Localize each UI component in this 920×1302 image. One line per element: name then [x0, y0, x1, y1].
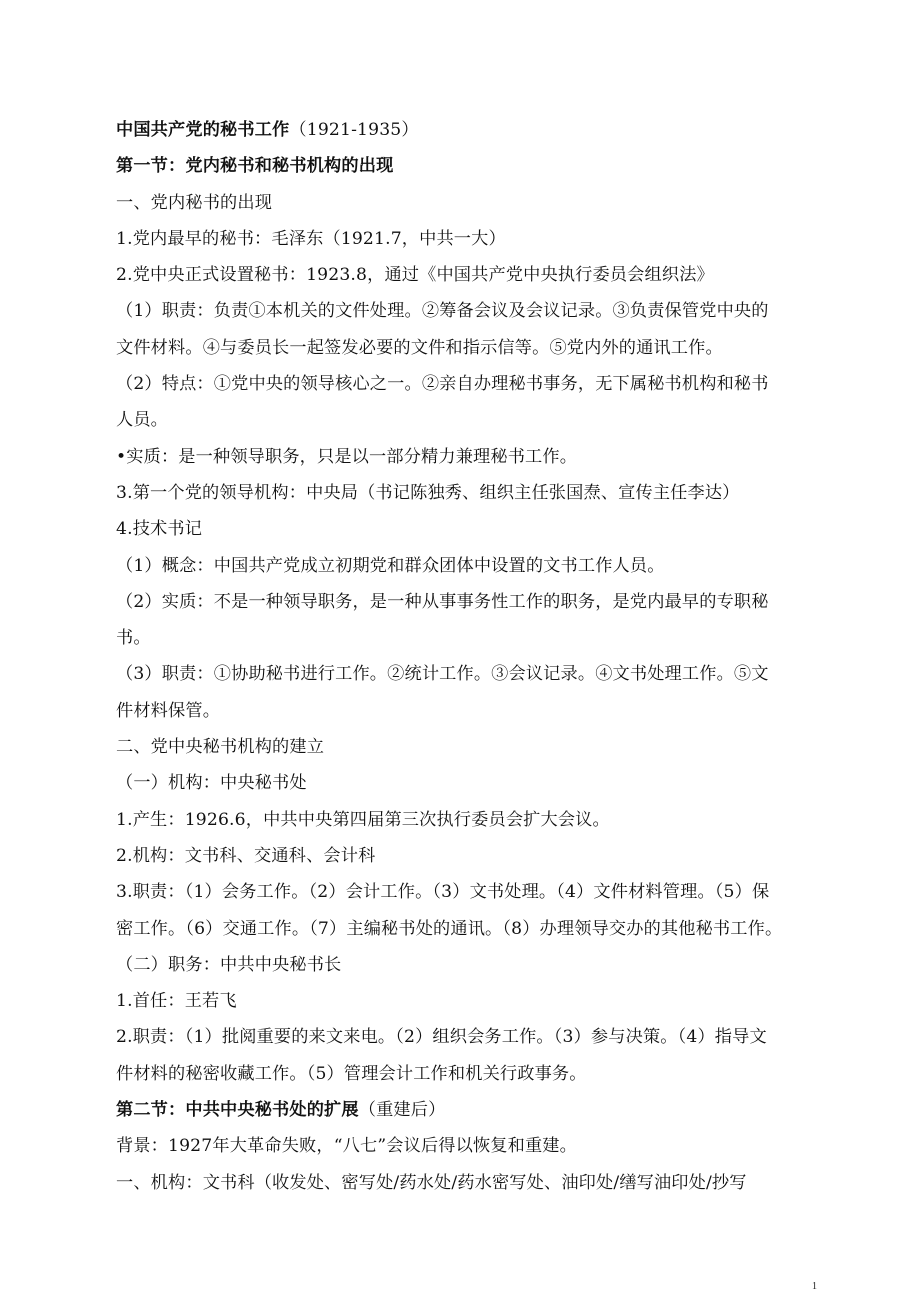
document-title	[116, 112, 810, 148]
paragraph: （2）特点：①党中央的领导核心之一。②亲自办理秘书事务，无下属秘书机构和秘书	[116, 374, 769, 395]
section-heading-2	[116, 1092, 810, 1128]
document-body	[116, 112, 810, 1201]
paragraph: 二、党中央秘书机构的建立	[116, 737, 325, 758]
paragraph: 1.产生：1926.6，中共中央第四届第三次执行委员会扩大会议。	[116, 809, 610, 830]
paragraph-continuation: 书。	[116, 628, 151, 649]
title-text: 中国共产党的秘书工作	[116, 120, 290, 140]
paragraph-continuation: 件材料的秘密收藏工作。（5）管理会计工作和机关行政事务。	[116, 1063, 587, 1084]
page-number: 1	[812, 1281, 817, 1292]
paragraph: 2.职责：（1）批阅重要的来文来电。（2）组织会务工作。（3）参与决策。（4）指导文	[116, 1027, 767, 1048]
paragraph: 2.党中央正式设置秘书：1923.8，通过《中国共产党中央执行委员会组织法》	[116, 265, 714, 286]
paragraph-continuation: 文件材料。④与委员长一起签发必要的文件和指示信等。⑤党内外的通讯工作。	[116, 337, 723, 358]
paragraph: 4.技术书记	[116, 519, 203, 540]
paragraph-continuation: 件材料保管。	[116, 700, 221, 721]
paragraph: （1）概念：中国共产党成立初期党和群众团体中设置的文书工作人员。	[116, 555, 665, 576]
paragraph: （3）职责：①协助秘书进行工作。②统计工作。③会议记录。④文书处理工作。⑤文	[116, 664, 769, 685]
paragraph-continuation: 人员。	[116, 410, 169, 431]
paragraph-continuation: 密工作。（6）交通工作。（7）主编秘书处的通讯。（8）办理领导交办的其他秘书工作。	[116, 918, 783, 939]
section-heading-2-note: （重建后）	[358, 1100, 446, 1121]
bullet-paragraph: •实质：是一种领导职务，只是以一部分精力兼理秘书工作。	[116, 446, 578, 467]
paragraph: 3.第一个党的领导机构：中央局（书记陈独秀、组织主任张国焘、宣传主任李达）	[116, 482, 740, 503]
paragraph: 背景：1927年大革命失败，“八七”会议后得以恢复和重建。	[116, 1136, 577, 1157]
paragraph: 一、机构：文书科（收发处、密写处/药水处/药水密写处、油印处/缮写油印处/抄写	[116, 1172, 747, 1193]
paragraph: （一）机构：中央秘书处	[116, 773, 307, 794]
paragraph: 1.党内最早的秘书：毛泽东（1921.7，中共一大）	[116, 228, 506, 249]
section-heading-2-text: 第二节：中共中央秘书处的扩展	[116, 1100, 359, 1121]
section-heading-1: 第一节：党内秘书和秘书机构的出现	[116, 156, 394, 177]
paragraph: 3.职责：（1）会务工作。（2）会计工作。（3）文书处理。（4）文件材料管理。（5）保	[116, 882, 770, 903]
paragraph: 1.首任：王若飞	[116, 991, 237, 1012]
title-years: （1921-1935）	[289, 120, 419, 140]
paragraph: （二）职务：中共中央秘书长	[116, 954, 342, 975]
paragraph: 2.机构：文书科、交通科、会计科	[116, 845, 376, 866]
paragraph: 一、党内秘书的出现	[116, 192, 273, 213]
paragraph: （1）职责：负责①本机关的文件处理。②筹备会议及会议记录。③负责保管党中央的	[116, 301, 769, 322]
paragraph: （2）实质：不是一种领导职务，是一种从事事务性工作的职务，是党内最早的专职秘	[116, 591, 769, 612]
